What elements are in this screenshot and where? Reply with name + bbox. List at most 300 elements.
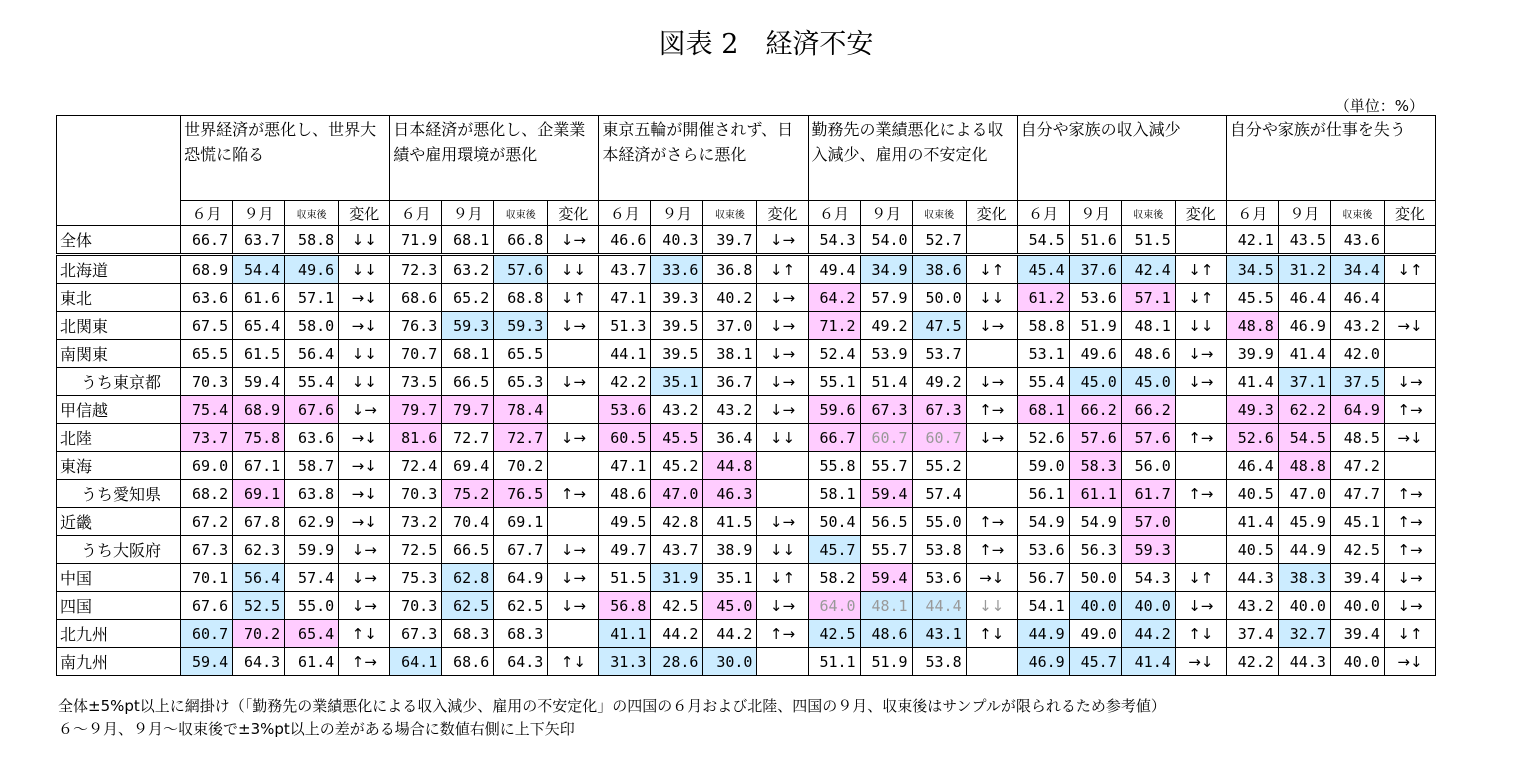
value-cell: 44.3 — [1278, 648, 1330, 676]
value-cell: 61.5 — [233, 340, 285, 368]
value-cell: 49.7 — [599, 536, 651, 564]
value-cell: 71.9 — [390, 226, 442, 255]
value-cell: 68.1 — [442, 340, 494, 368]
value-cell: 52.4 — [808, 340, 860, 368]
value-cell: 44.1 — [599, 340, 651, 368]
value-cell: 70.2 — [233, 620, 285, 648]
change-arrow-cell: →↓ — [339, 284, 390, 312]
value-cell: 68.9 — [181, 255, 233, 284]
value-cell: 62.5 — [494, 592, 548, 620]
change-arrow-cell: ↑↓ — [339, 620, 390, 648]
value-cell: 67.3 — [860, 396, 912, 424]
change-arrow-cell: ↑→ — [1384, 536, 1435, 564]
value-cell: 43.2 — [651, 396, 703, 424]
value-cell: 53.7 — [912, 340, 966, 368]
value-cell: 66.5 — [442, 368, 494, 396]
group-header-row — [57, 116, 1436, 201]
change-arrow-cell: ↓→ — [1384, 368, 1435, 396]
value-cell: 55.1 — [808, 368, 860, 396]
value-cell: 65.4 — [233, 312, 285, 340]
value-cell: 53.1 — [1017, 340, 1069, 368]
value-cell: 59.3 — [494, 312, 548, 340]
value-cell: 58.8 — [285, 226, 339, 255]
value-cell: 56.3 — [1069, 536, 1121, 564]
change-arrow-cell: ↑→ — [339, 648, 390, 676]
value-cell: 57.9 — [860, 284, 912, 312]
value-cell: 45.0 — [703, 592, 757, 620]
value-cell: 40.0 — [1069, 592, 1121, 620]
value-cell: 61.4 — [285, 648, 339, 676]
value-cell: 48.6 — [599, 480, 651, 508]
change-arrow-cell: ↓→ — [548, 536, 599, 564]
value-cell: 54.0 — [860, 226, 912, 255]
value-cell: 64.2 — [808, 284, 860, 312]
change-arrow-cell: ↓↑ — [1175, 284, 1226, 312]
value-cell: 47.0 — [651, 480, 703, 508]
value-cell: 55.4 — [1017, 368, 1069, 396]
value-cell: 40.5 — [1226, 480, 1278, 508]
column-header: ６月 — [181, 201, 233, 226]
value-cell: 48.6 — [860, 620, 912, 648]
value-cell: 66.2 — [1069, 396, 1121, 424]
value-cell: 37.1 — [1278, 368, 1330, 396]
change-arrow-cell: ↓↓ — [339, 340, 390, 368]
value-cell: 53.6 — [599, 396, 651, 424]
value-cell: 43.6 — [1330, 226, 1384, 255]
value-cell: 43.7 — [651, 536, 703, 564]
row-label: 北海道 — [57, 255, 181, 284]
column-header: 収束後 — [494, 201, 548, 226]
value-cell: 54.9 — [1017, 508, 1069, 536]
change-arrow-cell: ↓→ — [339, 396, 390, 424]
value-cell: 70.4 — [442, 508, 494, 536]
value-cell: 55.0 — [912, 508, 966, 536]
value-cell: 46.4 — [1278, 284, 1330, 312]
unit-label: （単位：%） — [1334, 97, 1424, 115]
value-cell: 64.0 — [808, 592, 860, 620]
row-label: 四国 — [57, 592, 181, 620]
value-cell: 39.7 — [703, 226, 757, 255]
value-cell: 44.3 — [1226, 564, 1278, 592]
change-arrow-cell: ↓↓ — [339, 368, 390, 396]
value-cell: 49.6 — [1069, 340, 1121, 368]
value-cell: 44.8 — [703, 452, 757, 480]
value-cell: 63.7 — [233, 226, 285, 255]
value-cell: 30.0 — [703, 648, 757, 676]
value-cell: 44.2 — [703, 620, 757, 648]
group-header: 勤務先の業績悪化による収入減少、雇用の不安定化 — [808, 116, 1017, 201]
value-cell: 40.0 — [1278, 592, 1330, 620]
value-cell: 51.9 — [1069, 312, 1121, 340]
value-cell: 42.5 — [808, 620, 860, 648]
value-cell: 47.0 — [1278, 480, 1330, 508]
value-cell: 65.5 — [181, 340, 233, 368]
change-arrow-cell: ↓→ — [757, 284, 808, 312]
value-cell: 57.6 — [494, 255, 548, 284]
value-cell: 49.5 — [599, 508, 651, 536]
value-cell: 66.5 — [442, 536, 494, 564]
change-arrow-cell: ↓↓ — [548, 255, 599, 284]
change-arrow-cell: ↑↓ — [1175, 620, 1226, 648]
change-arrow-cell — [548, 620, 599, 648]
value-cell: 41.4 — [1226, 508, 1278, 536]
change-arrow-cell: ↓→ — [966, 368, 1017, 396]
change-arrow-cell: →↓ — [1384, 312, 1435, 340]
table-row — [57, 284, 1436, 312]
change-arrow-cell: ↓↑ — [966, 255, 1017, 284]
value-cell: 39.3 — [651, 284, 703, 312]
table-row — [57, 340, 1436, 368]
group-header: 東京五輪が開催されず、日本経済がさらに悪化 — [599, 116, 808, 201]
value-cell: 69.1 — [233, 480, 285, 508]
value-cell: 41.5 — [703, 508, 757, 536]
change-arrow-cell: ↑↓ — [966, 620, 1017, 648]
value-cell: 50.0 — [912, 284, 966, 312]
change-arrow-cell: ↓→ — [1175, 340, 1226, 368]
row-label: 南関東 — [57, 340, 181, 368]
value-cell: 72.7 — [494, 424, 548, 452]
column-header: 変化 — [757, 201, 808, 226]
value-cell: 59.3 — [442, 312, 494, 340]
value-cell: 36.4 — [703, 424, 757, 452]
change-arrow-cell: ↓→ — [1175, 368, 1226, 396]
value-cell: 54.4 — [233, 255, 285, 284]
value-cell: 81.6 — [390, 424, 442, 452]
value-cell: 55.2 — [912, 452, 966, 480]
column-header: 変化 — [966, 201, 1017, 226]
value-cell: 45.7 — [1069, 648, 1121, 676]
value-cell: 43.1 — [912, 620, 966, 648]
change-arrow-cell: ↑→ — [1384, 480, 1435, 508]
value-cell: 43.2 — [703, 396, 757, 424]
value-cell: 54.3 — [1121, 564, 1175, 592]
value-cell: 47.1 — [599, 284, 651, 312]
change-arrow-cell — [1175, 396, 1226, 424]
value-cell: 31.3 — [599, 648, 651, 676]
change-arrow-cell: ↓→ — [339, 536, 390, 564]
column-header: 変化 — [1384, 201, 1435, 226]
change-arrow-cell: ↓→ — [339, 564, 390, 592]
change-arrow-cell: ↓→ — [548, 226, 599, 255]
value-cell: 67.1 — [233, 452, 285, 480]
value-cell: 40.2 — [703, 284, 757, 312]
change-arrow-cell: ↑→ — [1384, 508, 1435, 536]
table-row — [57, 536, 1436, 564]
column-header: 変化 — [1175, 201, 1226, 226]
value-cell: 41.1 — [599, 620, 651, 648]
value-cell: 64.9 — [1330, 396, 1384, 424]
value-cell: 75.4 — [181, 396, 233, 424]
change-arrow-cell: →↓ — [339, 424, 390, 452]
value-cell: 67.3 — [390, 620, 442, 648]
group-header: 自分や家族が仕事を失う — [1226, 116, 1435, 201]
change-arrow-cell — [966, 648, 1017, 676]
value-cell: 45.1 — [1330, 508, 1384, 536]
value-cell: 48.1 — [1121, 312, 1175, 340]
value-cell: 40.0 — [1330, 592, 1384, 620]
value-cell: 52.6 — [1017, 424, 1069, 452]
table-row — [57, 508, 1436, 536]
table-row — [57, 396, 1436, 424]
row-label: うち東京都 — [57, 368, 181, 396]
value-cell: 33.6 — [651, 255, 703, 284]
row-label: 中国 — [57, 564, 181, 592]
value-cell: 43.7 — [599, 255, 651, 284]
change-arrow-cell: ↑→ — [966, 536, 1017, 564]
value-cell: 79.7 — [442, 396, 494, 424]
value-cell: 67.6 — [285, 396, 339, 424]
value-cell: 51.4 — [860, 368, 912, 396]
column-header: ６月 — [599, 201, 651, 226]
change-arrow-cell — [1384, 452, 1435, 480]
value-cell: 67.3 — [912, 396, 966, 424]
value-cell: 53.9 — [860, 340, 912, 368]
change-arrow-cell — [1175, 536, 1226, 564]
value-cell: 42.5 — [1330, 536, 1384, 564]
value-cell: 61.2 — [1017, 284, 1069, 312]
change-arrow-cell — [1175, 508, 1226, 536]
value-cell: 42.2 — [1226, 648, 1278, 676]
value-cell: 49.0 — [1069, 620, 1121, 648]
change-arrow-cell: ↓↑ — [1175, 255, 1226, 284]
table-row — [57, 480, 1436, 508]
value-cell: 41.4 — [1121, 648, 1175, 676]
change-arrow-cell: →↓ — [339, 452, 390, 480]
value-cell: 70.3 — [390, 480, 442, 508]
value-cell: 53.8 — [912, 536, 966, 564]
change-arrow-cell: ↓→ — [757, 396, 808, 424]
value-cell: 46.9 — [1017, 648, 1069, 676]
value-cell: 75.8 — [233, 424, 285, 452]
value-cell: 42.0 — [1330, 340, 1384, 368]
value-cell: 64.9 — [494, 564, 548, 592]
value-cell: 55.7 — [860, 452, 912, 480]
value-cell: 42.5 — [651, 592, 703, 620]
change-arrow-cell: →↓ — [339, 480, 390, 508]
value-cell: 45.0 — [1121, 368, 1175, 396]
value-cell: 37.6 — [1069, 255, 1121, 284]
row-label: うち大阪府 — [57, 536, 181, 564]
value-cell: 68.3 — [442, 620, 494, 648]
change-arrow-cell: →↓ — [966, 564, 1017, 592]
value-cell: 54.3 — [808, 226, 860, 255]
value-cell: 48.6 — [1121, 340, 1175, 368]
value-cell: 55.4 — [285, 368, 339, 396]
value-cell: 63.6 — [285, 424, 339, 452]
value-cell: 40.3 — [651, 226, 703, 255]
value-cell: 44.4 — [912, 592, 966, 620]
value-cell: 55.0 — [285, 592, 339, 620]
change-arrow-cell: ↑→ — [1175, 424, 1226, 452]
value-cell: 72.3 — [390, 255, 442, 284]
value-cell: 62.5 — [442, 592, 494, 620]
change-arrow-cell — [966, 480, 1017, 508]
value-cell: 71.2 — [808, 312, 860, 340]
value-cell: 42.1 — [1226, 226, 1278, 255]
value-cell: 64.1 — [390, 648, 442, 676]
change-arrow-cell — [1175, 226, 1226, 255]
value-cell: 37.4 — [1226, 620, 1278, 648]
change-arrow-cell — [757, 648, 808, 676]
change-arrow-cell: ↓→ — [1384, 592, 1435, 620]
change-arrow-cell: ↑→ — [757, 620, 808, 648]
value-cell: 53.6 — [1017, 536, 1069, 564]
table-row — [57, 226, 1436, 255]
value-cell: 57.1 — [285, 284, 339, 312]
value-cell: 44.2 — [1121, 620, 1175, 648]
corner-cell — [57, 116, 181, 226]
value-cell: 46.9 — [1278, 312, 1330, 340]
column-header: ６月 — [1017, 201, 1069, 226]
value-cell: 57.0 — [1121, 508, 1175, 536]
page-title: 図表 2 経済不安 — [658, 29, 874, 60]
change-arrow-cell: ↓→ — [548, 592, 599, 620]
value-cell: 60.7 — [912, 424, 966, 452]
change-arrow-cell: ↓→ — [339, 592, 390, 620]
value-cell: 62.9 — [285, 508, 339, 536]
change-arrow-cell — [757, 480, 808, 508]
row-label: 北九州 — [57, 620, 181, 648]
value-cell: 45.9 — [1278, 508, 1330, 536]
value-cell: 67.3 — [181, 536, 233, 564]
value-cell: 46.4 — [1226, 452, 1278, 480]
change-arrow-cell: ↑→ — [1175, 480, 1226, 508]
value-cell: 51.6 — [1069, 226, 1121, 255]
change-arrow-cell: ↓→ — [966, 312, 1017, 340]
row-label: 全体 — [57, 226, 181, 255]
value-cell: 58.8 — [1017, 312, 1069, 340]
value-cell: 60.7 — [181, 620, 233, 648]
column-header: ６月 — [390, 201, 442, 226]
table-row — [57, 424, 1436, 452]
value-cell: 44.2 — [651, 620, 703, 648]
value-cell: 72.5 — [390, 536, 442, 564]
footnote-arrows: ６～９月、９月～収束後で±3%pt以上の差がある場合に数値右側に上下矢印 — [58, 720, 575, 738]
value-cell: 45.0 — [1069, 368, 1121, 396]
change-arrow-cell — [966, 226, 1017, 255]
value-cell: 65.5 — [494, 340, 548, 368]
value-cell: 43.5 — [1278, 226, 1330, 255]
value-cell: 79.7 — [390, 396, 442, 424]
value-cell: 34.9 — [860, 255, 912, 284]
group-header: 日本経済が悪化し、企業業績や雇用環境が悪化 — [390, 116, 599, 201]
value-cell: 36.8 — [703, 255, 757, 284]
value-cell: 63.2 — [442, 255, 494, 284]
value-cell: 39.5 — [651, 340, 703, 368]
change-arrow-cell — [548, 508, 599, 536]
change-arrow-cell: ↓→ — [548, 368, 599, 396]
value-cell: 58.0 — [285, 312, 339, 340]
value-cell: 69.0 — [181, 452, 233, 480]
value-cell: 59.6 — [808, 396, 860, 424]
value-cell: 36.7 — [703, 368, 757, 396]
change-arrow-cell: ↑→ — [548, 480, 599, 508]
row-label: 東海 — [57, 452, 181, 480]
value-cell: 56.4 — [233, 564, 285, 592]
change-arrow-cell: ↑→ — [966, 396, 1017, 424]
value-cell: 37.5 — [1330, 368, 1384, 396]
value-cell: 40.0 — [1121, 592, 1175, 620]
column-header: ９月 — [860, 201, 912, 226]
change-arrow-cell — [1384, 226, 1435, 255]
value-cell: 39.4 — [1330, 564, 1384, 592]
row-label: 東北 — [57, 284, 181, 312]
value-cell: 72.7 — [442, 424, 494, 452]
value-cell: 48.8 — [1278, 452, 1330, 480]
change-arrow-cell: ↓↑ — [1384, 620, 1435, 648]
value-cell: 76.5 — [494, 480, 548, 508]
value-cell: 67.8 — [233, 508, 285, 536]
change-arrow-cell: ↑↓ — [548, 648, 599, 676]
value-cell: 50.4 — [808, 508, 860, 536]
value-cell: 69.4 — [442, 452, 494, 480]
row-label: 北陸 — [57, 424, 181, 452]
value-cell: 59.3 — [1121, 536, 1175, 564]
value-cell: 44.9 — [1278, 536, 1330, 564]
value-cell: 68.8 — [494, 284, 548, 312]
value-cell: 46.6 — [599, 226, 651, 255]
value-cell: 66.8 — [494, 226, 548, 255]
value-cell: 39.5 — [651, 312, 703, 340]
value-cell: 73.2 — [390, 508, 442, 536]
column-header: 収束後 — [285, 201, 339, 226]
value-cell: 68.1 — [1017, 396, 1069, 424]
value-cell: 59.9 — [285, 536, 339, 564]
table-body — [57, 226, 1436, 676]
value-cell: 38.3 — [1278, 564, 1330, 592]
footnote-shading: 全体±5%pt以上に網掛け（「勤務先の業績悪化による収入減少、雇用の不安定化」の四国の６月および北陸、四国の９月、収束後はサンプルが限られるため参考値） — [58, 697, 1166, 715]
value-cell: 68.6 — [390, 284, 442, 312]
table-row — [57, 592, 1436, 620]
change-arrow-cell: →↓ — [1384, 424, 1435, 452]
value-cell: 49.4 — [808, 255, 860, 284]
change-arrow-cell: ↓↓ — [339, 226, 390, 255]
change-arrow-cell — [548, 452, 599, 480]
value-cell: 58.1 — [808, 480, 860, 508]
value-cell: 64.3 — [494, 648, 548, 676]
value-cell: 54.9 — [1069, 508, 1121, 536]
value-cell: 59.4 — [181, 648, 233, 676]
value-cell: 57.6 — [1121, 424, 1175, 452]
group-header: 自分や家族の収入減少 — [1017, 116, 1226, 201]
value-cell: 75.2 — [442, 480, 494, 508]
row-label: 甲信越 — [57, 396, 181, 424]
value-cell: 66.7 — [181, 226, 233, 255]
row-label: 近畿 — [57, 508, 181, 536]
value-cell: 61.7 — [1121, 480, 1175, 508]
change-arrow-cell: ↓→ — [757, 368, 808, 396]
value-cell: 59.4 — [860, 564, 912, 592]
value-cell: 52.5 — [233, 592, 285, 620]
value-cell: 46.3 — [703, 480, 757, 508]
value-cell: 51.3 — [599, 312, 651, 340]
value-cell: 59.4 — [233, 368, 285, 396]
value-cell: 60.7 — [860, 424, 912, 452]
value-cell: 78.4 — [494, 396, 548, 424]
change-arrow-cell: ↓→ — [966, 424, 1017, 452]
change-arrow-cell: ↓→ — [757, 592, 808, 620]
column-header: 変化 — [548, 201, 599, 226]
value-cell: 35.1 — [703, 564, 757, 592]
value-cell: 68.1 — [442, 226, 494, 255]
row-label: うち愛知県 — [57, 480, 181, 508]
value-cell: 62.3 — [233, 536, 285, 564]
value-cell: 67.2 — [181, 508, 233, 536]
value-cell: 43.2 — [1330, 312, 1384, 340]
value-cell: 57.4 — [285, 564, 339, 592]
value-cell: 64.3 — [233, 648, 285, 676]
value-cell: 59.0 — [1017, 452, 1069, 480]
